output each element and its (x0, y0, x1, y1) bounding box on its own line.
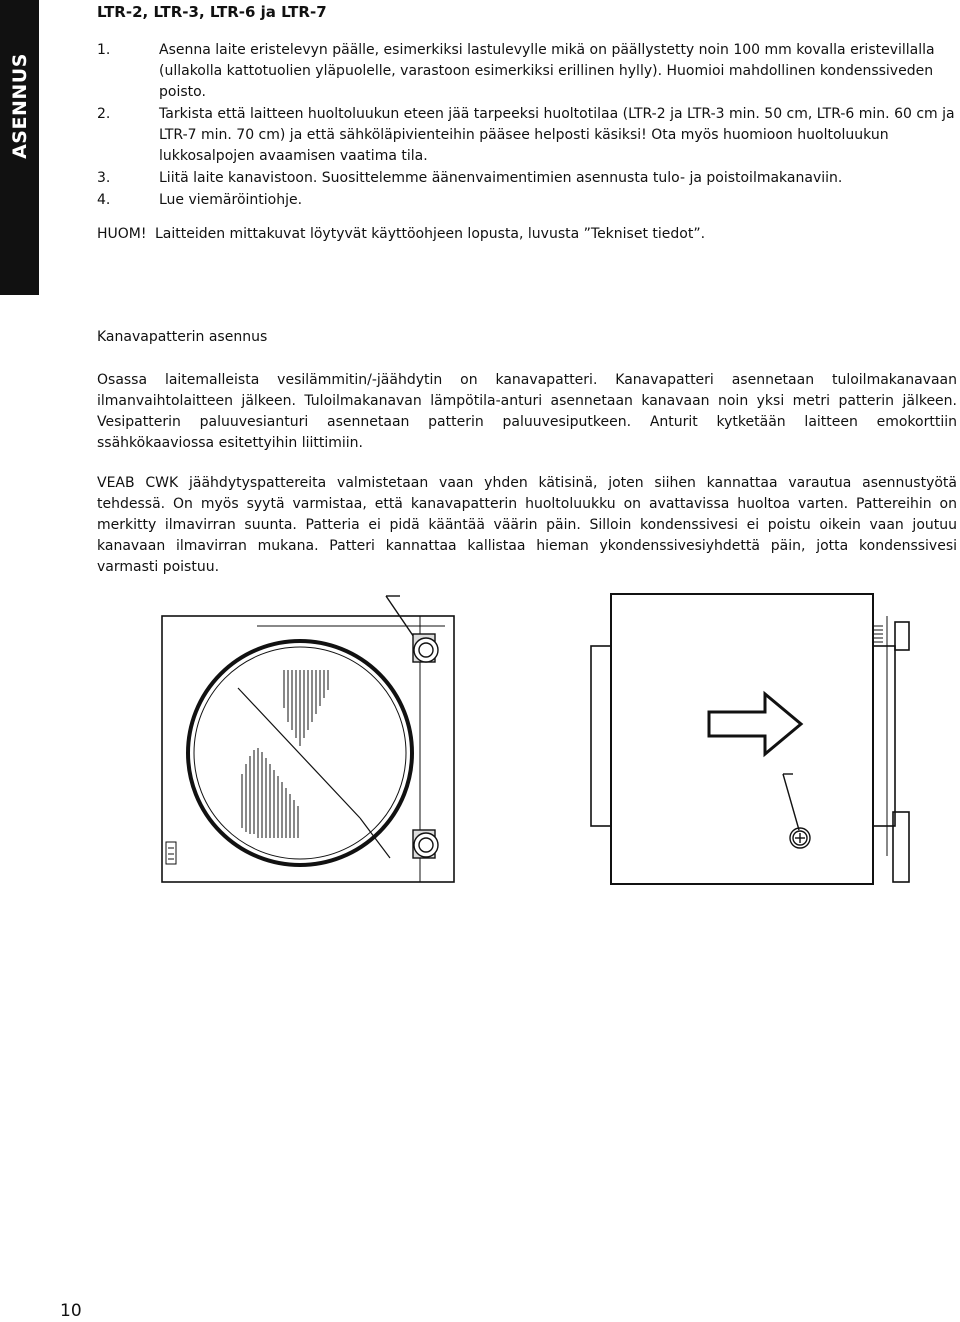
list-item (97, 190, 957, 211)
list-item (97, 168, 957, 189)
step-text: Asenna laite eristelevyn päälle, esimerkiksi lastulevylle mikä on päällystetty noin 100 mm kovalla eristevillalla (ullakolla kattotuolien yläpuolelle, varastoon esimerkiksi erillinen hylly). Huomioi mahdollinen kondenssiveden poisto. (159, 42, 935, 100)
coil-front-view-figure (160, 588, 460, 888)
paragraph-cwk-coil: VEAB CWK jäähdytyspattereita valmistetaan vaan yhden kätisinä, joten siihen kannattaa varautua asennustyötä tehdessä. On myös syytä varmistaa, että kanavapatterin huoltoluukku on avattavissa huoltoa varten. Pattereihin on merkitty ilmavirran suunta. Patteria ei pidä kääntää väärin päin. Silloin kondenssivesi ei poistu oikein vaan joutuu kanavaan ilmavirran mukana. Patteri kannattaa kallistaa hieman ykondenssivesiyhdettä päin, jotta kondenssivesi varmasti poistuu. (97, 475, 957, 575)
page-number: 10 (60, 1301, 82, 1321)
step-text: Tarkista että laitteen huoltoluukun eteen jää tarpeeksi huoltotilaa (LTR-2 ja LTR-3 min. 50 cm, LTR-6 min. 60 cm ja LTR-7 min. 70 cm) ja että sähköläpivienteihin pääsee helposti käsiksi! Ota myös huomioon huoltoluukun lukkosalpojen avaamisen vaatima tila. (159, 106, 955, 164)
note-line (97, 226, 705, 242)
diameter-line (238, 688, 360, 818)
step-text: Liitä laite kanavistoon. Suosittelemme äänenvaimentimien asennusta tulo- ja poistoilmakanaviin. (159, 170, 843, 186)
step-number: 3. (97, 170, 111, 186)
note-label: HUOM! (97, 226, 147, 242)
coil-fin-pattern (242, 670, 328, 838)
outlet-flange (873, 646, 895, 826)
label-marker (166, 842, 176, 864)
coil-side-view-figure (587, 586, 922, 896)
list-item (97, 40, 957, 103)
step-number: 1. (97, 42, 111, 58)
list-item (97, 104, 957, 167)
side-tab-label: ASENNUS (8, 53, 31, 159)
note-text: Laitteiden mittakuvat löytyvät käyttöohjeen lopusta, luvusta ”Tekniset tiedot”. (154, 226, 706, 242)
section-header: LTR-2, LTR-3, LTR-6 ja LTR-7 (97, 3, 327, 21)
paragraph-coil-install: Osassa laitemalleista vesilämmitin/-jäähdytin on kanavapatteri. Kanavapatteri asennetaan tuloilmakanavaan ilmanvaihtolaitteen jälkeen. Tuloilmakanavan lämpötila-anturi asennetaan kanavaan noin yksi metri patterin jälkeen. Vesipatterin paluuvesianturi asennetaan patterin paluuvesiputkeen. Anturit kytketään laitteen emokorttiin ssähkökaaviossa esitettyihin liittimiin. (97, 372, 957, 451)
coil-housing (611, 594, 873, 884)
step-number: 2. (97, 106, 111, 122)
section-title: Kanavapatterin asennus (97, 329, 268, 345)
inlet-flange (591, 646, 611, 826)
flange-ribs (873, 626, 883, 642)
airflow-arrow-icon (709, 694, 801, 754)
install-steps-list (97, 40, 957, 212)
plus-marker-icon (783, 774, 810, 848)
pipe-connection-icon (386, 596, 438, 858)
step-number: 4. (97, 192, 111, 208)
side-section-tab (0, 0, 39, 295)
step-text: Lue viemäröintiohje. (159, 192, 303, 208)
